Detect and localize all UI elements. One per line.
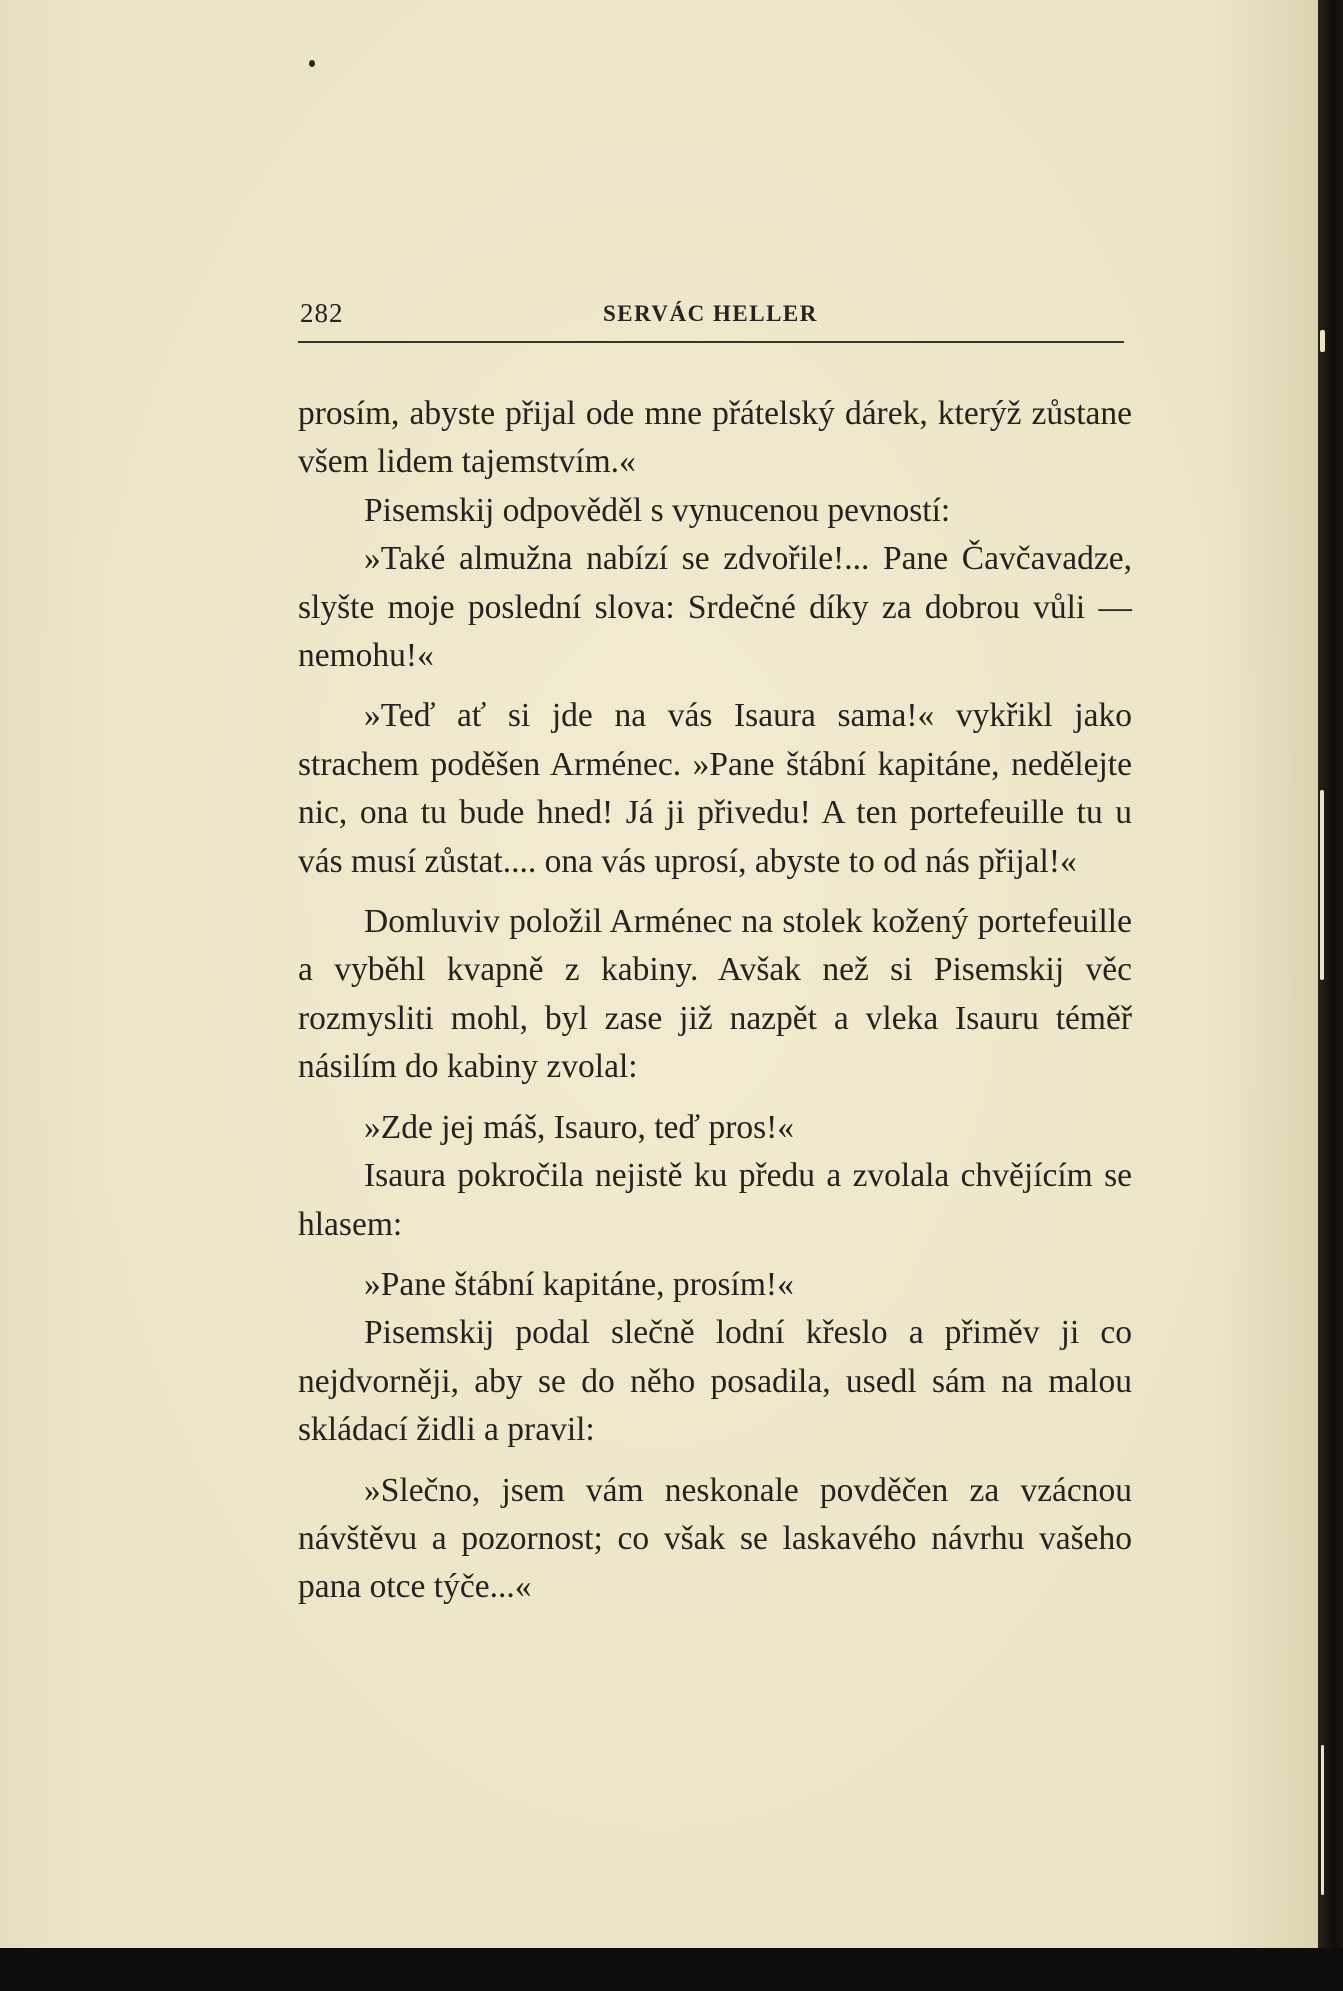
paragraph: Pisemskij odpověděl s vynucenou pevností: [364, 491, 951, 529]
running-head: SERVÁC HELLER [603, 301, 818, 326]
spine-mark [1320, 330, 1325, 352]
paragraph: »Také almužna nabízí se zdvořile!... Pane Čavčavadze, slyšte moje poslední slova: Srdečné díky za dobrou vůli — nemohu!« [298, 540, 1132, 675]
header-rule [298, 341, 1124, 343]
spine-mark [1321, 1745, 1324, 1895]
paragraph: »Zde jej máš, Isauro, teď pros!« [364, 1108, 795, 1146]
spine-mark [1320, 790, 1324, 980]
paragraph: Domluviv položil Arménec na stolek kožený portefeuille a vyběhl kvapně z kabiny. Avšak než si Pisemskij věc rozmysliti mohl, byl zase již nazpět a vleka Isauru téměř násilím do kabiny zvolal: [298, 903, 1132, 1086]
paragraph: »Pane štábní kapitáne, prosím!« [364, 1265, 794, 1303]
paragraph: Pisemskij podal slečně lodní křeslo a přiměv ji co nejdvorněji, aby se do něho posadila, usedl sám na malou skládací židli a pravil: [298, 1314, 1132, 1449]
scan-border [0, 1948, 1343, 1991]
paragraph: »Teď ať si jde na vás Isaura sama!« vykřikl jako strachem poděšen Arménec. »Pane štábní kapitáne, nedělejte nic, ona tu bude hned! Já ji přivedu! A ten portefeuille tu u vás musí zůstat.... ona vás uprosí, abyste to od nás přijal!« [298, 697, 1132, 880]
ink-speck [309, 60, 315, 67]
paragraph: Isaura pokročila nejistě ku předu a zvolala chvějícím se hlasem: [298, 1157, 1132, 1243]
page-header [298, 298, 1124, 338]
body-text [298, 390, 1132, 1612]
paragraph: prosím, abyste přijal ode mne přátelský dárek, kterýž zůstane všem lidem tajemstvím.« [298, 395, 1132, 481]
book-spine-edge [1318, 0, 1343, 1948]
paragraph: »Slečno, jsem vám neskonale povděčen za vzácnou návštěvu a pozornost; co však se laskavého návrhu vašeho pana otce týče...« [298, 1471, 1132, 1606]
page-number: 282 [300, 298, 344, 328]
